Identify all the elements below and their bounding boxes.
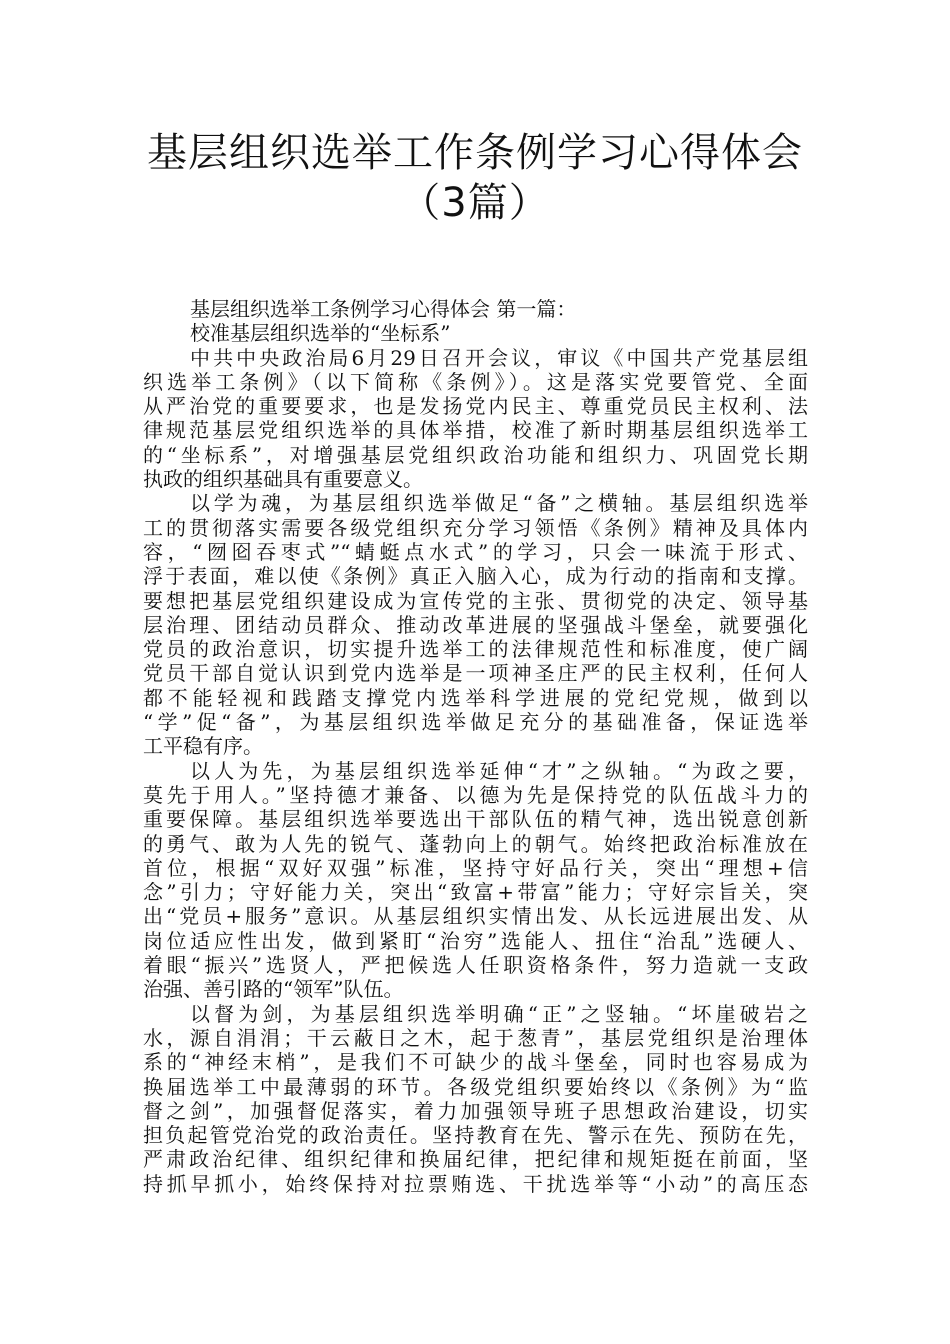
paragraph-line: 治强、善引路的“领军”队伍。 [143, 977, 404, 1002]
paragraph-line: 岗位适应性出发，做到紧盯“治穷”选能人、扭住“治乱”选硬人、 [143, 928, 808, 953]
paragraph-line: 换届选举工中最薄弱的环节。各级党组织要始终以《条例》为“监 [143, 1074, 808, 1099]
paragraph-line: 层治理、团结动员群众、推动改革进展的坚强战斗堡垒，就要强化 [143, 612, 808, 637]
paragraph-line: 念”引力；守好能力关，突出“致富+带富”能力；守好宗旨关，突 [143, 880, 808, 905]
paragraph-line: 浮于表面，难以使《条例》真正入脑入心，成为行动的指南和支撑。 [143, 564, 808, 589]
paragraph-line: 织选举工条例》（以下简称《条例》）。这是落实党要管党、全面 [143, 369, 808, 394]
paragraph-line: 要想把基层党组织建设成为宣传党的主张、贯彻党的决定、领导基 [143, 588, 808, 613]
paragraph-line: 莫先于用人。”坚持德才兼备、以德为先是保持党的队伍战斗力的 [143, 782, 808, 807]
paragraph-line: 党员干部自觉认识到党内选举是一项神圣庄严的民主权利，任何人 [143, 661, 808, 686]
document-title [0, 128, 950, 228]
paragraph-line: 以人为先，为基层组织选举延伸“才”之纵轴。“为政之要， [190, 758, 808, 783]
paragraph-line: 首位，根据“双好双强”标准，坚持守好品行关，突出“理想+信 [143, 855, 808, 880]
paragraph-line: 的“坐标系”，对增强基层党组织政治功能和组织力、巩固党长期 [143, 442, 808, 467]
article-title: 校准基层组织选举的“坐标系” [190, 321, 451, 346]
paragraph-line: 持抓早抓小，始终保持对拉票贿选、干扰选举等“小动”的高压态 [143, 1171, 808, 1196]
paragraph-line: “学”促“备”，为基层组织选举做足充分的基础准备，保证选举 [143, 710, 808, 735]
title-line-1: 基层组织选举工作条例学习心得体会 [147, 130, 803, 176]
document-body [143, 297, 808, 1196]
paragraph-line: 的勇气、敢为人先的锐气、蓬勃向上的朝气。始终把政治标准放在 [143, 831, 808, 856]
paragraph-line: 从严治党的重要要求，也是发扬党内民主、尊重党员民主权利、法 [143, 394, 808, 419]
paragraph-line: 执政的组织基础具有重要意义。 [143, 467, 423, 492]
paragraph-line: 出“党员+服务”意识。从基层组织实情出发、从长远进展出发、从 [143, 904, 808, 929]
paragraph-line: 严肃政治纪律、组织纪律和换届纪律，把纪律和规矩挺在前面，坚 [143, 1147, 808, 1172]
paragraph-line: 中共中央政治局6月29日召开会议，审议《中国共产党基层组 [190, 345, 808, 370]
paragraph-line: 以学为魂，为基层组织选举做足“备”之横轴。基层组织选举 [190, 491, 808, 516]
paragraph-line: 党员的政治意识，切实提升选举工的法律规范性和标准度，使广阔 [143, 637, 808, 662]
paragraph-line: 水，源自涓涓；干云蔽日之木，起于葱青”，基层党组织是治理体 [143, 1025, 808, 1050]
paragraph-line: 都不能轻视和践踏支撑党内选举科学进展的党纪党规，做到以 [143, 685, 808, 710]
paragraph-line: 容，“囫囵吞枣式”“蜻蜓点水式”的学习，只会一味流于形式、 [143, 539, 808, 564]
paragraph-line: 工平稳有序。 [143, 734, 263, 759]
paragraph-line: 以督为剑，为基层组织选举明确“正”之竖轴。“坏崖破岩之 [190, 1001, 808, 1026]
paragraph-line: 督之剑”，加强督促落实，着力加强领导班子思想政治建设，切实 [143, 1098, 808, 1123]
paragraph-line: 系的“神经末梢”，是我们不可缺少的战斗堡垒，同时也容易成为 [143, 1050, 808, 1075]
section-heading: 基层组织选举工条例学习心得体会 第一篇： [190, 297, 577, 321]
paragraph-line: 担负起管党治党的政治责任。坚持教育在先、警示在先、预防在先， [143, 1123, 808, 1148]
paragraph-line: 律规范基层党组织选举的具体举措，校准了新时期基层组织选举工 [143, 418, 808, 443]
title-line-2: （3篇） [400, 180, 550, 226]
paragraph-line: 工的贯彻落实需要各级党组织充分学习领悟《条例》精神及具体内 [143, 515, 808, 540]
paragraph-line: 着眼“振兴”选贤人，严把候选人任职资格条件，努力造就一支政 [143, 953, 808, 978]
paragraph-line: 重要保障。基层组织选举要选出干部队伍的精气神，选出锐意创新 [143, 807, 808, 832]
